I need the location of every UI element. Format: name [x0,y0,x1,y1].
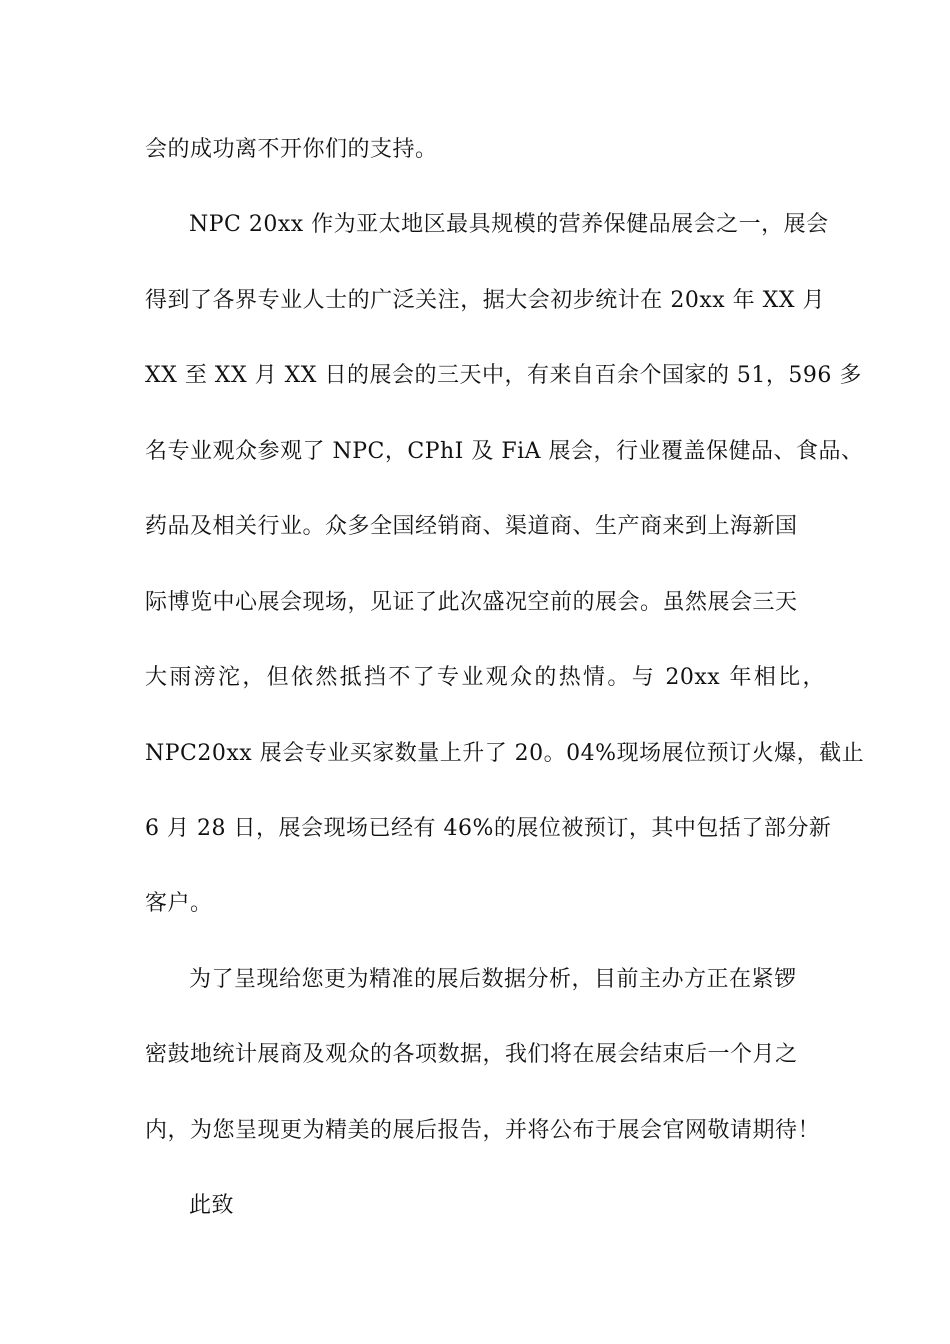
text-line: 际博览中心展会现场，见证了此次盛况空前的展会。虽然展会三天 [145,590,798,615]
text-line: 名专业观众参观了 NPC，CPhI 及 FiA 展会，行业覆盖保健品、食品、 [145,439,864,464]
text-line: 客户。 [145,891,213,916]
text-line: XX 至 XX 月 XX 日的展会的三天中，有来自百余个国家的 51，596 多 [145,363,862,388]
paragraph-first-line: NPC 20xx 作为亚太地区最具规模的营养保健品展会之一，展会 [189,212,829,237]
text-line: 密鼓地统计展商及观众的各项数据，我们将在展会结束后一个月之 [145,1042,798,1067]
text-line: 大雨滂沱，但依然抵挡不了专业观众的热情。与 20xx 年相比， [145,665,825,690]
text-line: NPC20xx 展会专业买家数量上升了 20。04%现场展位预订火爆，截止 [145,741,865,766]
closing-salutation: 此致 [189,1193,235,1218]
text-line: 得到了各界专业人士的广泛关注，据大会初步统计在 20xx 年 XX 月 [145,288,825,313]
text-line: 会的成功离不开你们的支持。 [145,137,438,162]
text-line: 6 月 28 日，展会现场已经有 46%的展位被预订，其中包括了部分新 [145,816,832,841]
text-line: 药品及相关行业。众多全国经销商、渠道商、生产商来到上海新国 [145,514,798,539]
paragraph-first-line: 为了呈现给您更为精准的展后数据分析，目前主办方正在紧锣 [189,967,797,992]
text-line: 内，为您呈现更为精美的展后报告，并将公布于展会官网敬请期待！ [145,1118,821,1143]
